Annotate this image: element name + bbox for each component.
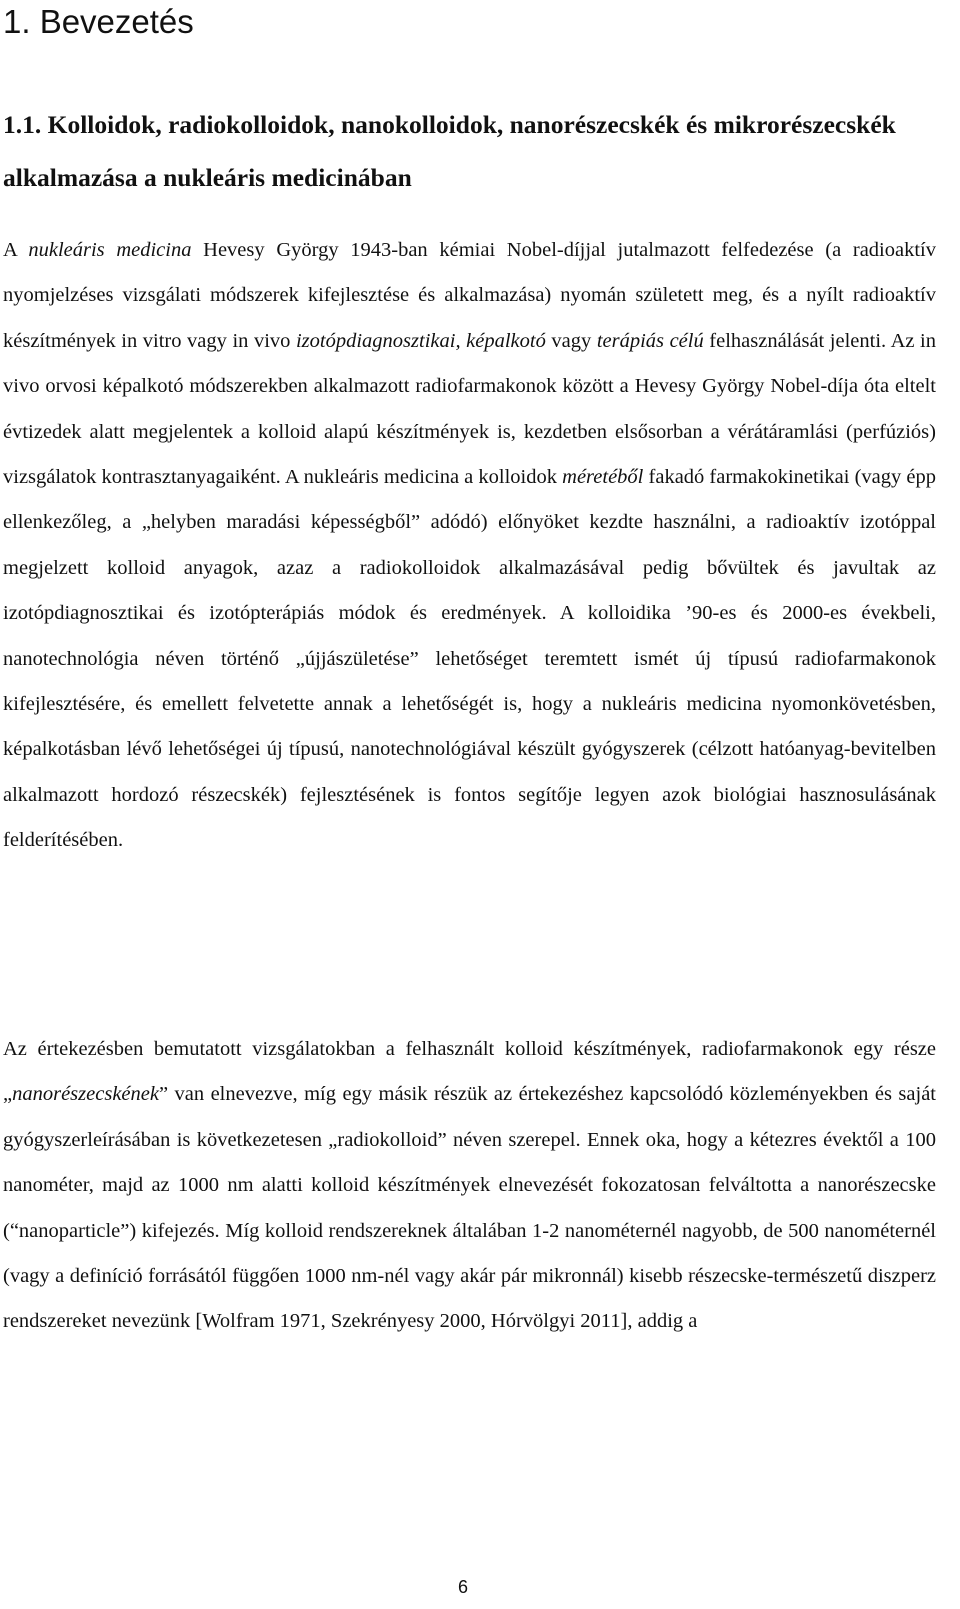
body-paragraph-1 [3,228,936,864]
text-run: A [3,239,29,261]
text-run: Hevesy György 1943-ban kémiai Nobel-díjjal jutalmazott felfedezése (a radioaktív nyomjelzéses vizsgálati módszerek kifejlesztése és alkalmazása) nyomán született meg, és a nyílt radioaktív készítmények in vitro vagy in vivo [3,239,936,352]
italic-run: nukleáris medicina [28,239,192,261]
text-run: ” van elnevezve, míg egy másik részük az értekezéshez kapcsolódó közleményekben és saját gyógyszerleírásában is következetesen „radiokolloid” néven szerepel. Ennek oka, hogy a kétezres évektől a 100 nanométer, majd az 1000 nm alatti kolloid készítmények elnevezését fokozatosan felváltotta a nanorészecske (“nanoparticle”) kifejezés. Míg kolloid rendszereknek általában 1-2 nanométernél nagyobb, de 500 nanométernél (vagy a definíció forrásától függően 1000 nm-nél vagy akár pár mikronnál) kisebb részecske-természetű diszperz rendszereket nevezünk [Wolfram 1971, Szekrényesy 2000, Hórvölgyi 2011], addig a [3,1083,936,1333]
italic-run: terápiás célú [596,329,704,352]
italic-run: nanorészecskének [12,1083,159,1106]
chapter-heading: 1. Bevezetés [3,3,194,40]
body-paragraph-2 [3,1027,936,1345]
text-run: fakadó farmakokinetikai (vagy épp ellenkezőleg, a „helyben maradási képességből” adódó) előnyöket kezdte használni, a radioaktív izotóppal megjelzett kolloid anyagok, azaz a radiokolloidok alkalmazásával pedig bővültek és javultak az izotópdiagnosztikai és izotópterápiás módok és eredmények. A kolloidika ’90-es és 2000-es évekbeli, nanotechnológia néven történő „újjászületése” lehetőséget teremtett ismét új típusú radiofarmakonok kifejlesztésére, és emellett felvetette annak a lehetőségét is, hogy a nukleáris medicina nyomonkövetésben, képalkotásban lévő lehetőségei új típusú, nanotechnológiával készült gyógyszerek (célzott hatóanyag-bevitelben alkalmazott hordozó részecskék) fejlesztésének is fontos segítője legyen azok biológiai hasznosulásának felderítésében. [3,466,937,852]
italic-run: méretéből [562,466,644,489]
section-heading: 1.1. Kolloidok, radiokolloidok, nanokolloidok, nanorészecskék és mikrorészecskék alkalmazása a nukleáris medicinában [3,110,896,192]
text-run: vagy [545,329,597,352]
text-run: Az értekezésben bemutatott vizsgálatokban a felhasznált kolloid készítmények, radiofarmakonok egy része „ [3,1038,936,1106]
text-run: felhasználását jelenti. Az in vivo orvosi képalkotó módszerekben alkalmazott radiofarmakonok között a Hevesy György Nobel-díja óta eltelt évtizedek alatt megjelentek a kolloid alapú készítmények is, kezdetben elsősorban a vérátáramlási (perfúziós) vizsgálatok kontrasztanyagaiként. A nukleáris medicina a kolloidok [3,329,936,489]
page-number: 6 [458,1577,469,1597]
italic-run: izotópdiagnosztikai, képalkotó [295,329,546,352]
